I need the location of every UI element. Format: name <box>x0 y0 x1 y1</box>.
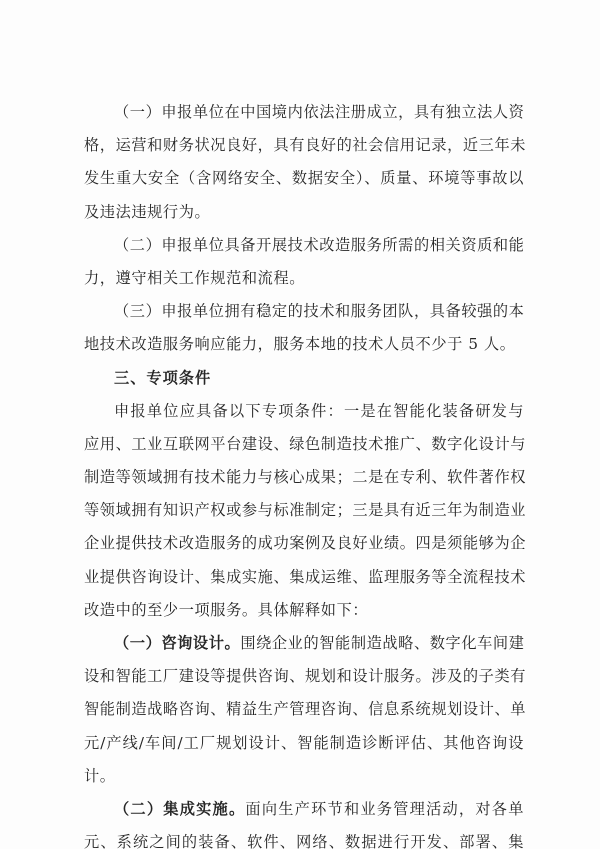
text-line: （一）申报单位在中国境内依法注册成立，具有独立法人资 <box>114 103 525 121</box>
text-line: 等领域拥有知识产权或参与标准制定；三是具有近三年为制造业 <box>84 501 527 520</box>
text-line <box>84 793 524 826</box>
requirement-paragraph-1 <box>84 96 527 229</box>
integration-implementation-label: （二）集成实施。 <box>114 799 246 818</box>
text-line: 计。 <box>84 766 116 785</box>
text-line: （二）申报单位具备开展技术改造服务所需的相关资质和能 <box>114 235 525 254</box>
text-segment: 围绕企业的智能制造战略、数字化车间建 <box>240 634 525 652</box>
text-line: 发生重大安全（含网络安全、数据安全）、质量、环境等事故以 <box>84 169 524 188</box>
text-line: 力，遵守相关工作规范和流程。 <box>84 268 306 287</box>
text-line: 格，运营和财务状况良好，具有良好的社会信用记录，近三年未 <box>84 136 527 155</box>
text-line: （三）申报单位拥有稳定的技术和服务团队，具备较强的本 <box>114 302 525 321</box>
text-line: 元、系统之间的装备、软件、网络、数据进行开发、部署、集 <box>84 833 524 852</box>
text-line: 改造中的至少一项服务。具体解释如下： <box>84 600 369 619</box>
text-line <box>84 627 524 660</box>
text-line: 申报单位应具备以下专项条件：一是在智能化装备研发与 <box>114 401 524 420</box>
text-line: 企业提供技术改造服务的成功案例及良好业绩。四是须能够为企 <box>84 534 527 553</box>
text-segment: 面向生产环节和业务管理活动，对各单 <box>245 799 524 818</box>
requirement-paragraph-3 <box>84 295 524 361</box>
special-conditions-paragraph <box>84 395 527 627</box>
text-line: 业提供咨询设计、集成实施、集成运维、监理服务等全流程技术 <box>84 567 527 586</box>
consulting-design-paragraph <box>84 627 527 793</box>
text-line: 应用、工业互联网平台建设、绿色制造技术推广、数字化设计与 <box>84 434 527 453</box>
text-line: 元/产线/车间/工厂规划设计、智能制造诊断评估、其他咨询设 <box>84 733 524 752</box>
text-line: 设和智能工厂建设等提供咨询、规划和设计服务。涉及的子类有 <box>84 667 527 686</box>
consulting-design-label: （一）咨询设计。 <box>114 634 241 652</box>
text-line: 制造等领域拥有技术能力与核心成果；二是在专利、软件著作权 <box>84 468 527 487</box>
text-line: 及违法违规行为。 <box>84 202 211 221</box>
text-line: 地技术改造服务响应能力，服务本地的技术人员不少于 5 人。 <box>84 335 516 354</box>
document-body <box>84 96 527 859</box>
text-line: 智能制造战略咨询、精益生产管理咨询、信息系统规划设计、单 <box>84 700 527 719</box>
integration-implementation-paragraph <box>84 793 524 859</box>
section-heading: 三、专项条件 <box>114 368 212 387</box>
requirement-paragraph-2 <box>84 229 524 295</box>
